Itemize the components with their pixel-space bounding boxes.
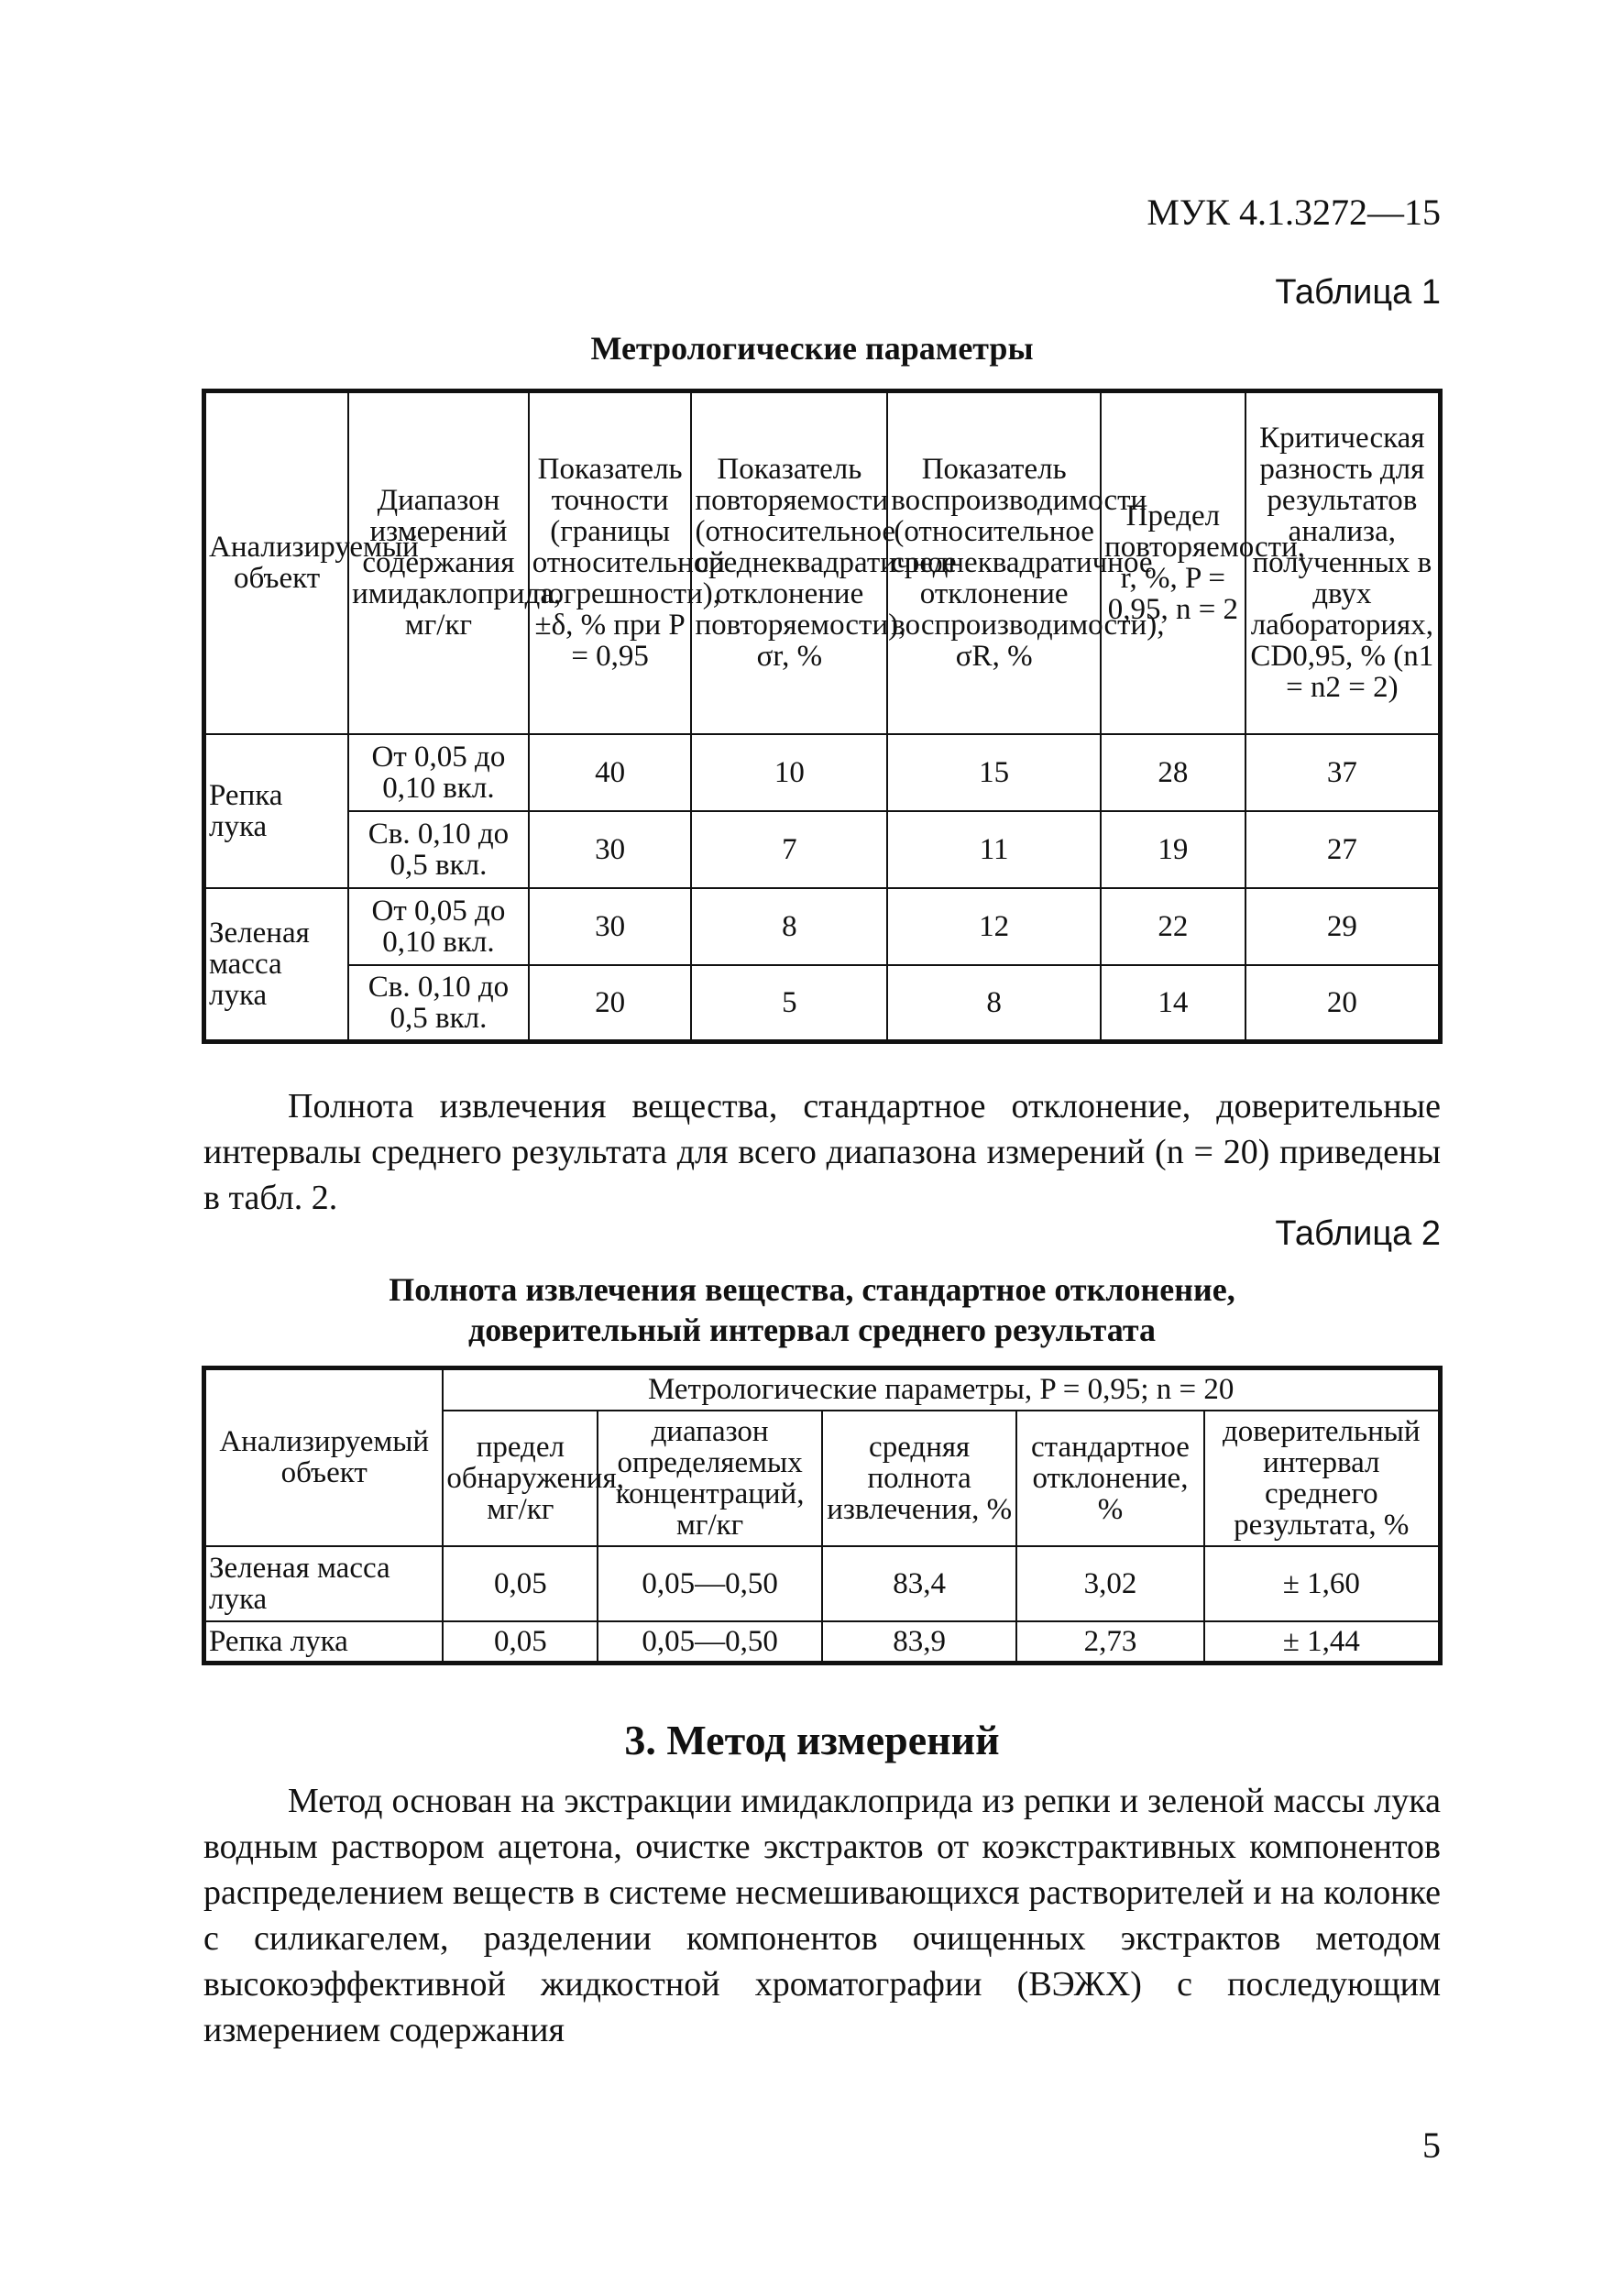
t2-header-recovery: средняя полнота извлечения, % <box>822 1411 1016 1546</box>
t1-header-limit: Предел повторяемости, r, %, P = 0,95, n = 2 <box>1101 391 1245 734</box>
t1-critical-cell: 20 <box>1245 965 1441 1042</box>
t1-reproducibility-cell: 11 <box>887 811 1101 888</box>
t1-limit-cell: 22 <box>1101 888 1245 965</box>
t1-repeatability-cell: 5 <box>691 965 887 1042</box>
t1-critical-cell: 29 <box>1245 888 1441 965</box>
t2-range-cell: 0,05—0,50 <box>598 1621 822 1664</box>
t1-accuracy-cell: 30 <box>529 888 692 965</box>
t1-repeatability-cell: 7 <box>691 811 887 888</box>
table1-label: Таблица 1 <box>1275 273 1441 312</box>
t1-accuracy-cell: 30 <box>529 811 692 888</box>
t1-reproducibility-cell: 8 <box>887 965 1101 1042</box>
t1-header-critical: Критическая разность для результатов анализа, полученных в двух лабораториях, CD0,95, % (n1 = n2 = 2) <box>1245 391 1441 734</box>
table1-metrological-parameters <box>202 389 1443 1044</box>
table2-recovery-parameters <box>202 1366 1443 1665</box>
t2-recovery-cell: 83,4 <box>822 1546 1016 1621</box>
t1-accuracy-cell: 40 <box>529 734 692 811</box>
table-row <box>204 888 1441 965</box>
t2-header-object: Анализируемый объект <box>204 1368 444 1546</box>
table-row <box>204 734 1441 811</box>
t2-header-range: диапазон определяемых концентраций, мг/кг <box>598 1411 822 1546</box>
t1-header-accuracy: Показатель точности (границы относительной погрешности), ±δ, % при P = 0,95 <box>529 391 692 734</box>
table-row <box>204 1621 1441 1664</box>
t1-range-cell: Св. 0,10 до 0,5 вкл. <box>348 811 529 888</box>
t2-header-detection-limit: предел обнаружения, мг/кг <box>443 1411 598 1546</box>
t2-range-cell: 0,05—0,50 <box>598 1546 822 1621</box>
section3-body <box>203 1778 1441 2053</box>
t2-detection-limit-cell: 0,05 <box>443 1621 598 1664</box>
t1-reproducibility-cell: 15 <box>887 734 1101 811</box>
t1-repeatability-cell: 10 <box>691 734 887 811</box>
t2-header-confidence: доверительный интервал среднего результата, % <box>1204 1411 1441 1546</box>
t1-range-cell: От 0,05 до 0,10 вкл. <box>348 734 529 811</box>
paragraph-text: Метод основан на экстракции имидаклоприда из репки и зеленой массы лука водным раствором ацетона, очистке экстрактов от коэкстрактивных компонентов распределением веществ в системе несмешивающихся растворителей и на колонке с силикагелем, разделении компонентов очищенных экстрактов методом высокоэффективной жидкостной хроматографии (ВЭЖХ) с последующим измерением содержания <box>203 1782 1441 2049</box>
table-row <box>204 811 1441 888</box>
table1-header-row <box>204 391 1441 734</box>
t2-object-cell: Репка лука <box>204 1621 444 1664</box>
t1-limit-cell: 28 <box>1101 734 1245 811</box>
table2-title-line2: доверительный интервал среднего результата <box>468 1312 1156 1348</box>
t1-header-reproducibility: Показатель воспроизводимости (относительное среднеквадратичное отклонение воспроизводимости), σR, % <box>887 391 1101 734</box>
table2-label: Таблица 2 <box>1275 1214 1441 1253</box>
t1-repeatability-cell: 8 <box>691 888 887 965</box>
table2-title-line1: Полнота извлечения вещества, стандартное отклонение, <box>389 1271 1235 1308</box>
t1-header-object: Анализируемый объект <box>204 391 349 734</box>
document-code: МУК 4.1.3272—15 <box>1147 192 1441 233</box>
table-row <box>204 1546 1441 1621</box>
t2-detection-limit-cell: 0,05 <box>443 1546 598 1621</box>
t1-header-range: Диапазон измерений содержания имидаклоприда, мг/кг <box>348 391 529 734</box>
t1-range-cell: Св. 0,10 до 0,5 вкл. <box>348 965 529 1042</box>
t1-object-cell: Зеленая масса лука <box>204 888 349 1042</box>
t2-std-dev-cell: 2,73 <box>1016 1621 1203 1664</box>
t1-accuracy-cell: 20 <box>529 965 692 1042</box>
t2-confidence-cell: ± 1,44 <box>1204 1621 1441 1664</box>
table-row <box>204 965 1441 1042</box>
t2-group-header: Метрологические параметры, P = 0,95; n = 20 <box>443 1368 1440 1411</box>
paragraph-text: Полнота извлечения вещества, стандартное отклонение, доверительные интервалы среднего результата для всего диапазона измерений (n = 20) приведены в табл. 2. <box>203 1087 1441 1217</box>
t1-critical-cell: 37 <box>1245 734 1441 811</box>
table1-title: Метрологические параметры <box>590 330 1034 367</box>
section-heading: 3. Метод измерений <box>624 1717 1000 1763</box>
t1-limit-cell: 19 <box>1101 811 1245 888</box>
t2-confidence-cell: ± 1,60 <box>1204 1546 1441 1621</box>
t1-limit-cell: 14 <box>1101 965 1245 1042</box>
t2-recovery-cell: 83,9 <box>822 1621 1016 1664</box>
t2-object-cell: Зеленая масса лука <box>204 1546 444 1621</box>
t1-object-cell: Репка лука <box>204 734 349 888</box>
t1-critical-cell: 27 <box>1245 811 1441 888</box>
table2-group-header-row <box>204 1368 1441 1411</box>
paragraph-table2-intro <box>203 1083 1441 1221</box>
t1-range-cell: От 0,05 до 0,10 вкл. <box>348 888 529 965</box>
t2-std-dev-cell: 3,02 <box>1016 1546 1203 1621</box>
t1-reproducibility-cell: 12 <box>887 888 1101 965</box>
page-number: 5 <box>1422 2125 1441 2166</box>
t1-header-repeatability: Показатель повторяемости (относительное среднеквадратичное отклонение повторяемости), σr, % <box>691 391 887 734</box>
t2-header-std-dev: стандартное отклонение, % <box>1016 1411 1203 1546</box>
